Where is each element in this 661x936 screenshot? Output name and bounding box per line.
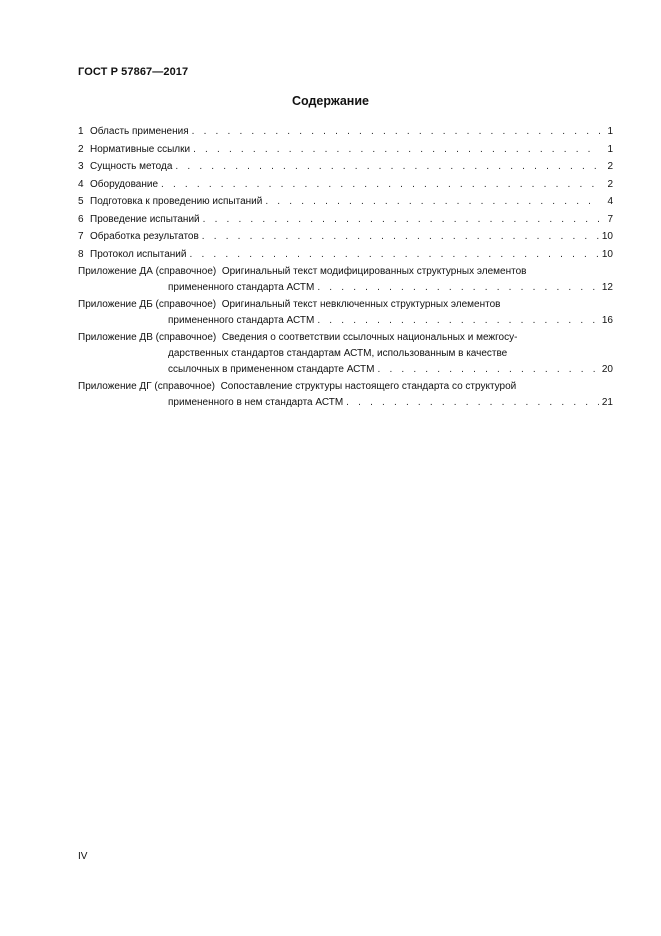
- section-page-number: 1: [607, 126, 613, 137]
- section-page-number: 7: [607, 213, 613, 225]
- appendix-title-line: примененного стандарта АСТМ: [168, 282, 315, 293]
- toc-entry[interactable]: [78, 123, 613, 141]
- section-number: 5: [78, 196, 84, 207]
- toc-appendix-entry[interactable]: [78, 379, 613, 411]
- appendix-first-line: [78, 297, 613, 313]
- dot-leader: [193, 141, 600, 159]
- toc-entry[interactable]: [78, 176, 613, 194]
- toc-sections: [78, 123, 613, 263]
- section-page-number: 10: [601, 231, 613, 242]
- section-number: 7: [78, 231, 84, 242]
- appendix-title-line: примененного стандарта АСТМ: [168, 315, 315, 326]
- section-title: Оборудование: [90, 178, 159, 190]
- appendix-title-line: Сопоставление структуры настоящего стандарта со структурой: [220, 381, 517, 392]
- dot-leader: [189, 246, 598, 264]
- dot-leader: [192, 123, 600, 141]
- section-page-number: 10: [601, 248, 613, 260]
- appendix-designation: Приложение ДВ (справочное): [78, 332, 222, 343]
- dot-leader: [203, 211, 600, 229]
- toc-entry[interactable]: [78, 193, 613, 211]
- appendix-page-number: 12: [601, 282, 613, 293]
- toc-appendices: [78, 264, 613, 411]
- dot-leader: [202, 228, 599, 246]
- appendix-last-line: [78, 395, 613, 411]
- page-title: Содержание: [291, 94, 369, 108]
- appendix-page-number: 21: [601, 397, 613, 408]
- appendix-title-line: Оригинальный текст модифицированных структурных элементов: [221, 266, 527, 277]
- section-page-number: 2: [607, 161, 613, 172]
- section-number: 6: [78, 213, 84, 225]
- appendix-first-line: [78, 264, 613, 280]
- appendix-first-line: [78, 379, 613, 395]
- section-title: Область применения: [90, 126, 189, 137]
- dot-leader: [346, 395, 599, 411]
- section-title: Подготовка к проведению испытаний: [90, 196, 263, 207]
- appendix-first-line: [78, 330, 613, 346]
- section-page-number: 2: [607, 178, 613, 190]
- section-title: Протокол испытаний: [90, 248, 187, 260]
- section-number: 1: [78, 126, 84, 137]
- page-number: IV: [78, 851, 88, 862]
- dot-leader: [377, 362, 598, 378]
- document-code: ГОСТ Р 57867—2017: [78, 66, 189, 78]
- dot-leader: [317, 313, 599, 329]
- section-number: 8: [78, 248, 84, 260]
- section-page-number: 1: [607, 143, 613, 155]
- toc-appendix-entry[interactable]: [78, 330, 613, 378]
- section-title: Сущность метода: [90, 161, 173, 172]
- toc-appendix-entry[interactable]: [78, 297, 613, 329]
- section-title: Проведение испытаний: [90, 213, 200, 225]
- section-number: 4: [78, 178, 84, 190]
- appendix-title-line: примененного в нем стандарта АСТМ: [168, 397, 344, 408]
- appendix-title-line: ссылочных в примененном стандарте АСТМ: [168, 364, 375, 375]
- toc-entry[interactable]: [78, 141, 613, 159]
- section-title: Обработка результатов: [90, 231, 199, 242]
- section-number: 3: [78, 161, 84, 172]
- section-page-number: 4: [607, 196, 613, 207]
- appendix-designation: Приложение ДБ (справочное): [78, 299, 222, 310]
- appendix-page-number: 16: [601, 315, 613, 326]
- section-title: Нормативные ссылки: [90, 143, 191, 155]
- dot-leader: [317, 280, 599, 296]
- toc-entry[interactable]: [78, 246, 613, 264]
- appendix-title-line: Сведения о соответствии ссылочных национальных и межгосу-: [221, 332, 518, 343]
- dot-leader: [175, 158, 600, 176]
- dot-leader: [161, 176, 600, 194]
- appendix-title-line: Оригинальный текст невключенных структурных элементов: [221, 299, 501, 310]
- toc-entry[interactable]: [78, 158, 613, 176]
- appendix-page-number: 20: [601, 364, 613, 375]
- appendix-last-line: [78, 362, 613, 378]
- appendix-last-line: [78, 280, 613, 296]
- toc-entry[interactable]: [78, 228, 613, 246]
- toc-entry[interactable]: [78, 211, 613, 229]
- appendix-designation: Приложение ДГ (справочное): [78, 381, 221, 392]
- appendix-designation: Приложение ДА (справочное): [78, 266, 222, 277]
- appendix-last-line: [78, 313, 613, 329]
- table-of-contents: [78, 123, 613, 411]
- dot-leader: [265, 193, 600, 211]
- toc-appendix-entry[interactable]: [78, 264, 613, 296]
- section-number: 2: [78, 143, 84, 155]
- appendix-title-line: дарственных стандартов стандартам АСТМ, использованным в качестве: [168, 348, 508, 359]
